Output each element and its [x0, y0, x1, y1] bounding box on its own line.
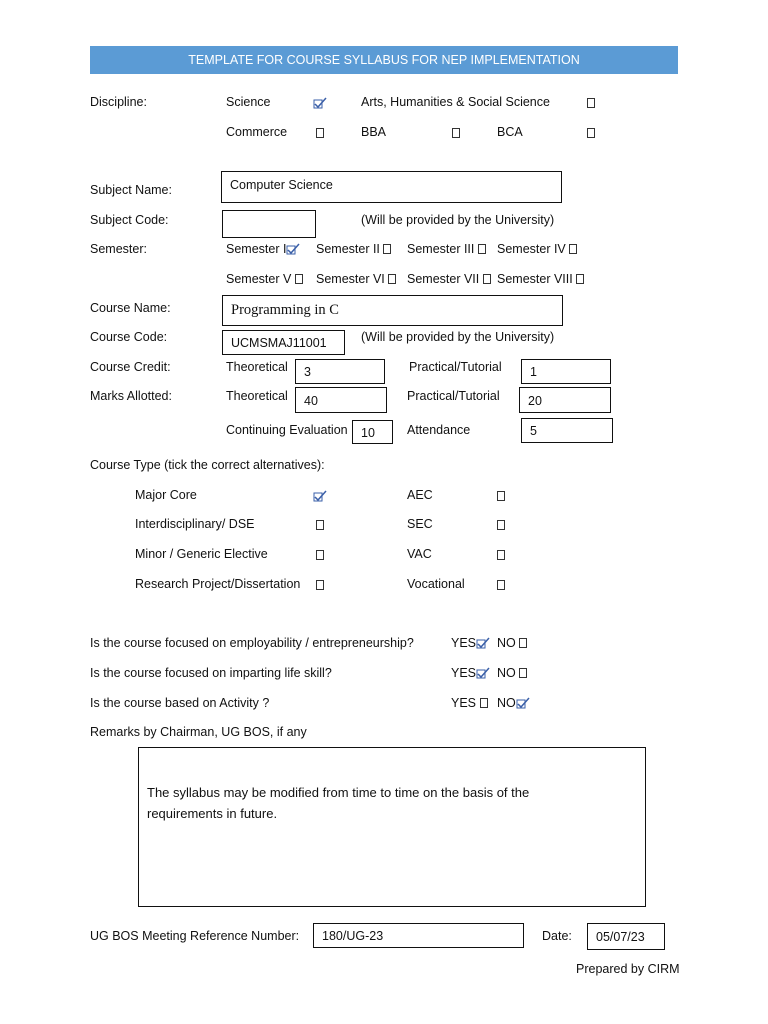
semester-3-option[interactable] — [407, 241, 486, 257]
no-checkbox[interactable] — [519, 636, 527, 650]
course-type-aec-label: AEC — [407, 488, 433, 502]
subject-code-field[interactable] — [222, 210, 316, 238]
semester-1-label: Semester I — [226, 242, 287, 256]
semester-4-label: Semester IV — [497, 242, 566, 256]
marks-practical-value: 20 — [528, 394, 542, 408]
discipline-commerce-label: Commerce — [226, 125, 288, 139]
semester-5-label: Semester V — [226, 272, 292, 286]
discipline-commerce-checkbox[interactable] — [316, 125, 324, 141]
question-life-skill-no[interactable] — [497, 665, 527, 681]
semester-6-checkbox[interactable] — [388, 272, 396, 286]
semester-label: Semester: — [90, 242, 147, 256]
question-activity-yes[interactable] — [451, 695, 488, 711]
discipline-arts-label: Arts, Humanities & Social Science — [361, 95, 550, 109]
subject-name-field[interactable] — [221, 171, 562, 203]
ref-number-value: 180/UG-23 — [322, 929, 384, 943]
subject-name-value: Computer Science — [230, 178, 333, 192]
marks-attendance-field[interactable] — [521, 418, 613, 443]
marks-attendance-value: 5 — [530, 424, 537, 438]
course-name-label: Course Name: — [90, 301, 171, 315]
marks-ce-field[interactable] — [352, 420, 393, 444]
yes-label: YES — [451, 696, 477, 710]
course-type-label: Course Type (tick the correct alternatives): — [90, 458, 325, 472]
course-type-vac-label: VAC — [407, 547, 432, 561]
marks-theoretical-field[interactable] — [295, 387, 387, 413]
course-name-value: Programming in C — [231, 302, 339, 318]
course-code-value: UCMSMAJ11001 — [231, 336, 327, 350]
no-checkbox[interactable] — [519, 666, 527, 680]
subject-name-label: Subject Name: — [90, 183, 172, 197]
course-type-vocational-label: Vocational — [407, 577, 465, 591]
semester-3-label: Semester III — [407, 242, 475, 256]
semester-2-checkbox[interactable] — [383, 242, 391, 256]
semester-5-checkbox[interactable] — [295, 272, 303, 286]
semester-1-checkbox[interactable] — [286, 242, 300, 256]
discipline-science-checkbox[interactable] — [313, 95, 327, 111]
question-employability: Is the course focused on employability / entrepreneurship? — [90, 636, 414, 650]
date-field[interactable] — [587, 923, 665, 950]
course-type-major-core-label: Major Core — [135, 488, 197, 502]
semester-2-label: Semester II — [316, 242, 380, 256]
discipline-bba-checkbox[interactable] — [452, 125, 460, 141]
semester-8-label: Semester VIII — [497, 272, 573, 286]
marks-ce-label: Continuing Evaluation — [226, 423, 348, 437]
no-label: NO — [497, 636, 516, 650]
semester-6-option[interactable] — [316, 271, 396, 287]
semester-7-checkbox[interactable] — [483, 272, 491, 286]
credit-practical-value: 1 — [530, 365, 537, 379]
marks-label: Marks Allotted: — [90, 389, 172, 403]
discipline-bca-label: BCA — [497, 125, 523, 139]
prepared-by: Prepared by CIRM — [576, 962, 680, 976]
marks-practical-field[interactable] — [519, 387, 611, 413]
credit-theoretical-value: 3 — [304, 365, 311, 379]
course-type-minor-label: Minor / Generic Elective — [135, 547, 268, 561]
semester-2-option[interactable] — [316, 241, 391, 257]
no-checkbox[interactable] — [516, 696, 530, 710]
no-label: NO — [497, 666, 516, 680]
discipline-arts-checkbox[interactable] — [587, 95, 595, 111]
marks-theoretical-label: Theoretical — [226, 389, 288, 403]
date-label: Date: — [542, 929, 572, 943]
question-activity: Is the course based on Activity ? — [90, 696, 270, 710]
remarks-text: The syllabus may be modified from time to time on the basis of the requirements in future. — [147, 785, 530, 821]
course-type-dse-label: Interdisciplinary/ DSE — [135, 517, 255, 531]
course-code-note: (Will be provided by the University) — [361, 330, 555, 344]
semester-5-option[interactable] — [226, 271, 303, 287]
marks-attendance-label: Attendance — [407, 423, 471, 437]
question-employability-no[interactable] — [497, 635, 527, 651]
semester-3-checkbox[interactable] — [478, 242, 486, 256]
question-activity-no[interactable] — [497, 695, 530, 711]
semester-1-option[interactable] — [226, 241, 300, 257]
credit-theoretical-label: Theoretical — [226, 360, 288, 374]
discipline-science-label: Science — [226, 95, 271, 109]
yes-label: YES — [451, 636, 477, 650]
question-employability-yes[interactable] — [451, 635, 490, 651]
marks-ce-value: 10 — [361, 426, 375, 440]
credit-theoretical-field[interactable] — [295, 359, 385, 384]
course-code-field[interactable] — [222, 330, 345, 355]
course-type-dse-checkbox[interactable] — [316, 517, 324, 533]
course-name-field[interactable] — [222, 295, 563, 326]
course-type-minor-checkbox[interactable] — [316, 547, 324, 563]
marks-theoretical-value: 40 — [304, 394, 318, 408]
remarks-label: Remarks by Chairman, UG BOS, if any — [90, 725, 307, 739]
yes-checkbox[interactable] — [480, 696, 488, 710]
course-type-vocational-checkbox[interactable] — [497, 577, 505, 593]
semester-8-option[interactable] — [497, 271, 584, 287]
credit-practical-label: Practical/Tutorial — [409, 360, 502, 374]
date-value: 05/07/23 — [596, 930, 645, 944]
semester-4-option[interactable] — [497, 241, 577, 257]
ref-number-field[interactable] — [313, 923, 524, 948]
subject-code-label: Subject Code: — [90, 213, 169, 227]
page-title: TEMPLATE FOR COURSE SYLLABUS FOR NEP IMPLEMENTATION — [90, 46, 678, 74]
question-life-skill-yes[interactable] — [451, 665, 490, 681]
course-type-sec-checkbox[interactable] — [497, 517, 505, 533]
semester-4-checkbox[interactable] — [569, 242, 577, 256]
discipline-bca-checkbox[interactable] — [587, 125, 595, 141]
yes-checkbox[interactable] — [476, 666, 490, 680]
credit-practical-field[interactable] — [521, 359, 611, 384]
no-label: NO — [497, 696, 516, 710]
marks-practical-label: Practical/Tutorial — [407, 389, 500, 403]
course-type-vac-checkbox[interactable] — [497, 547, 505, 563]
discipline-label: Discipline: — [90, 95, 147, 109]
ref-number-label: UG BOS Meeting Reference Number: — [90, 929, 300, 943]
semester-7-label: Semester VII — [407, 272, 480, 286]
course-type-sec-label: SEC — [407, 517, 433, 531]
remarks-field[interactable] — [138, 747, 646, 907]
subject-code-note: (Will be provided by the University) — [361, 213, 555, 227]
semester-6-label: Semester VI — [316, 272, 385, 286]
question-life-skill: Is the course focused on imparting life skill? — [90, 666, 332, 680]
course-type-major-core-checkbox[interactable] — [313, 488, 327, 504]
course-type-research-checkbox[interactable] — [316, 577, 324, 593]
course-type-research-label: Research Project/Dissertation — [135, 577, 301, 591]
semester-7-option[interactable] — [407, 271, 491, 287]
course-code-label: Course Code: — [90, 330, 168, 344]
yes-label: YES — [451, 666, 477, 680]
semester-8-checkbox[interactable] — [576, 272, 584, 286]
discipline-bba-label: BBA — [361, 125, 387, 139]
course-credit-label: Course Credit: — [90, 360, 171, 374]
yes-checkbox[interactable] — [476, 636, 490, 650]
course-type-aec-checkbox[interactable] — [497, 488, 505, 504]
